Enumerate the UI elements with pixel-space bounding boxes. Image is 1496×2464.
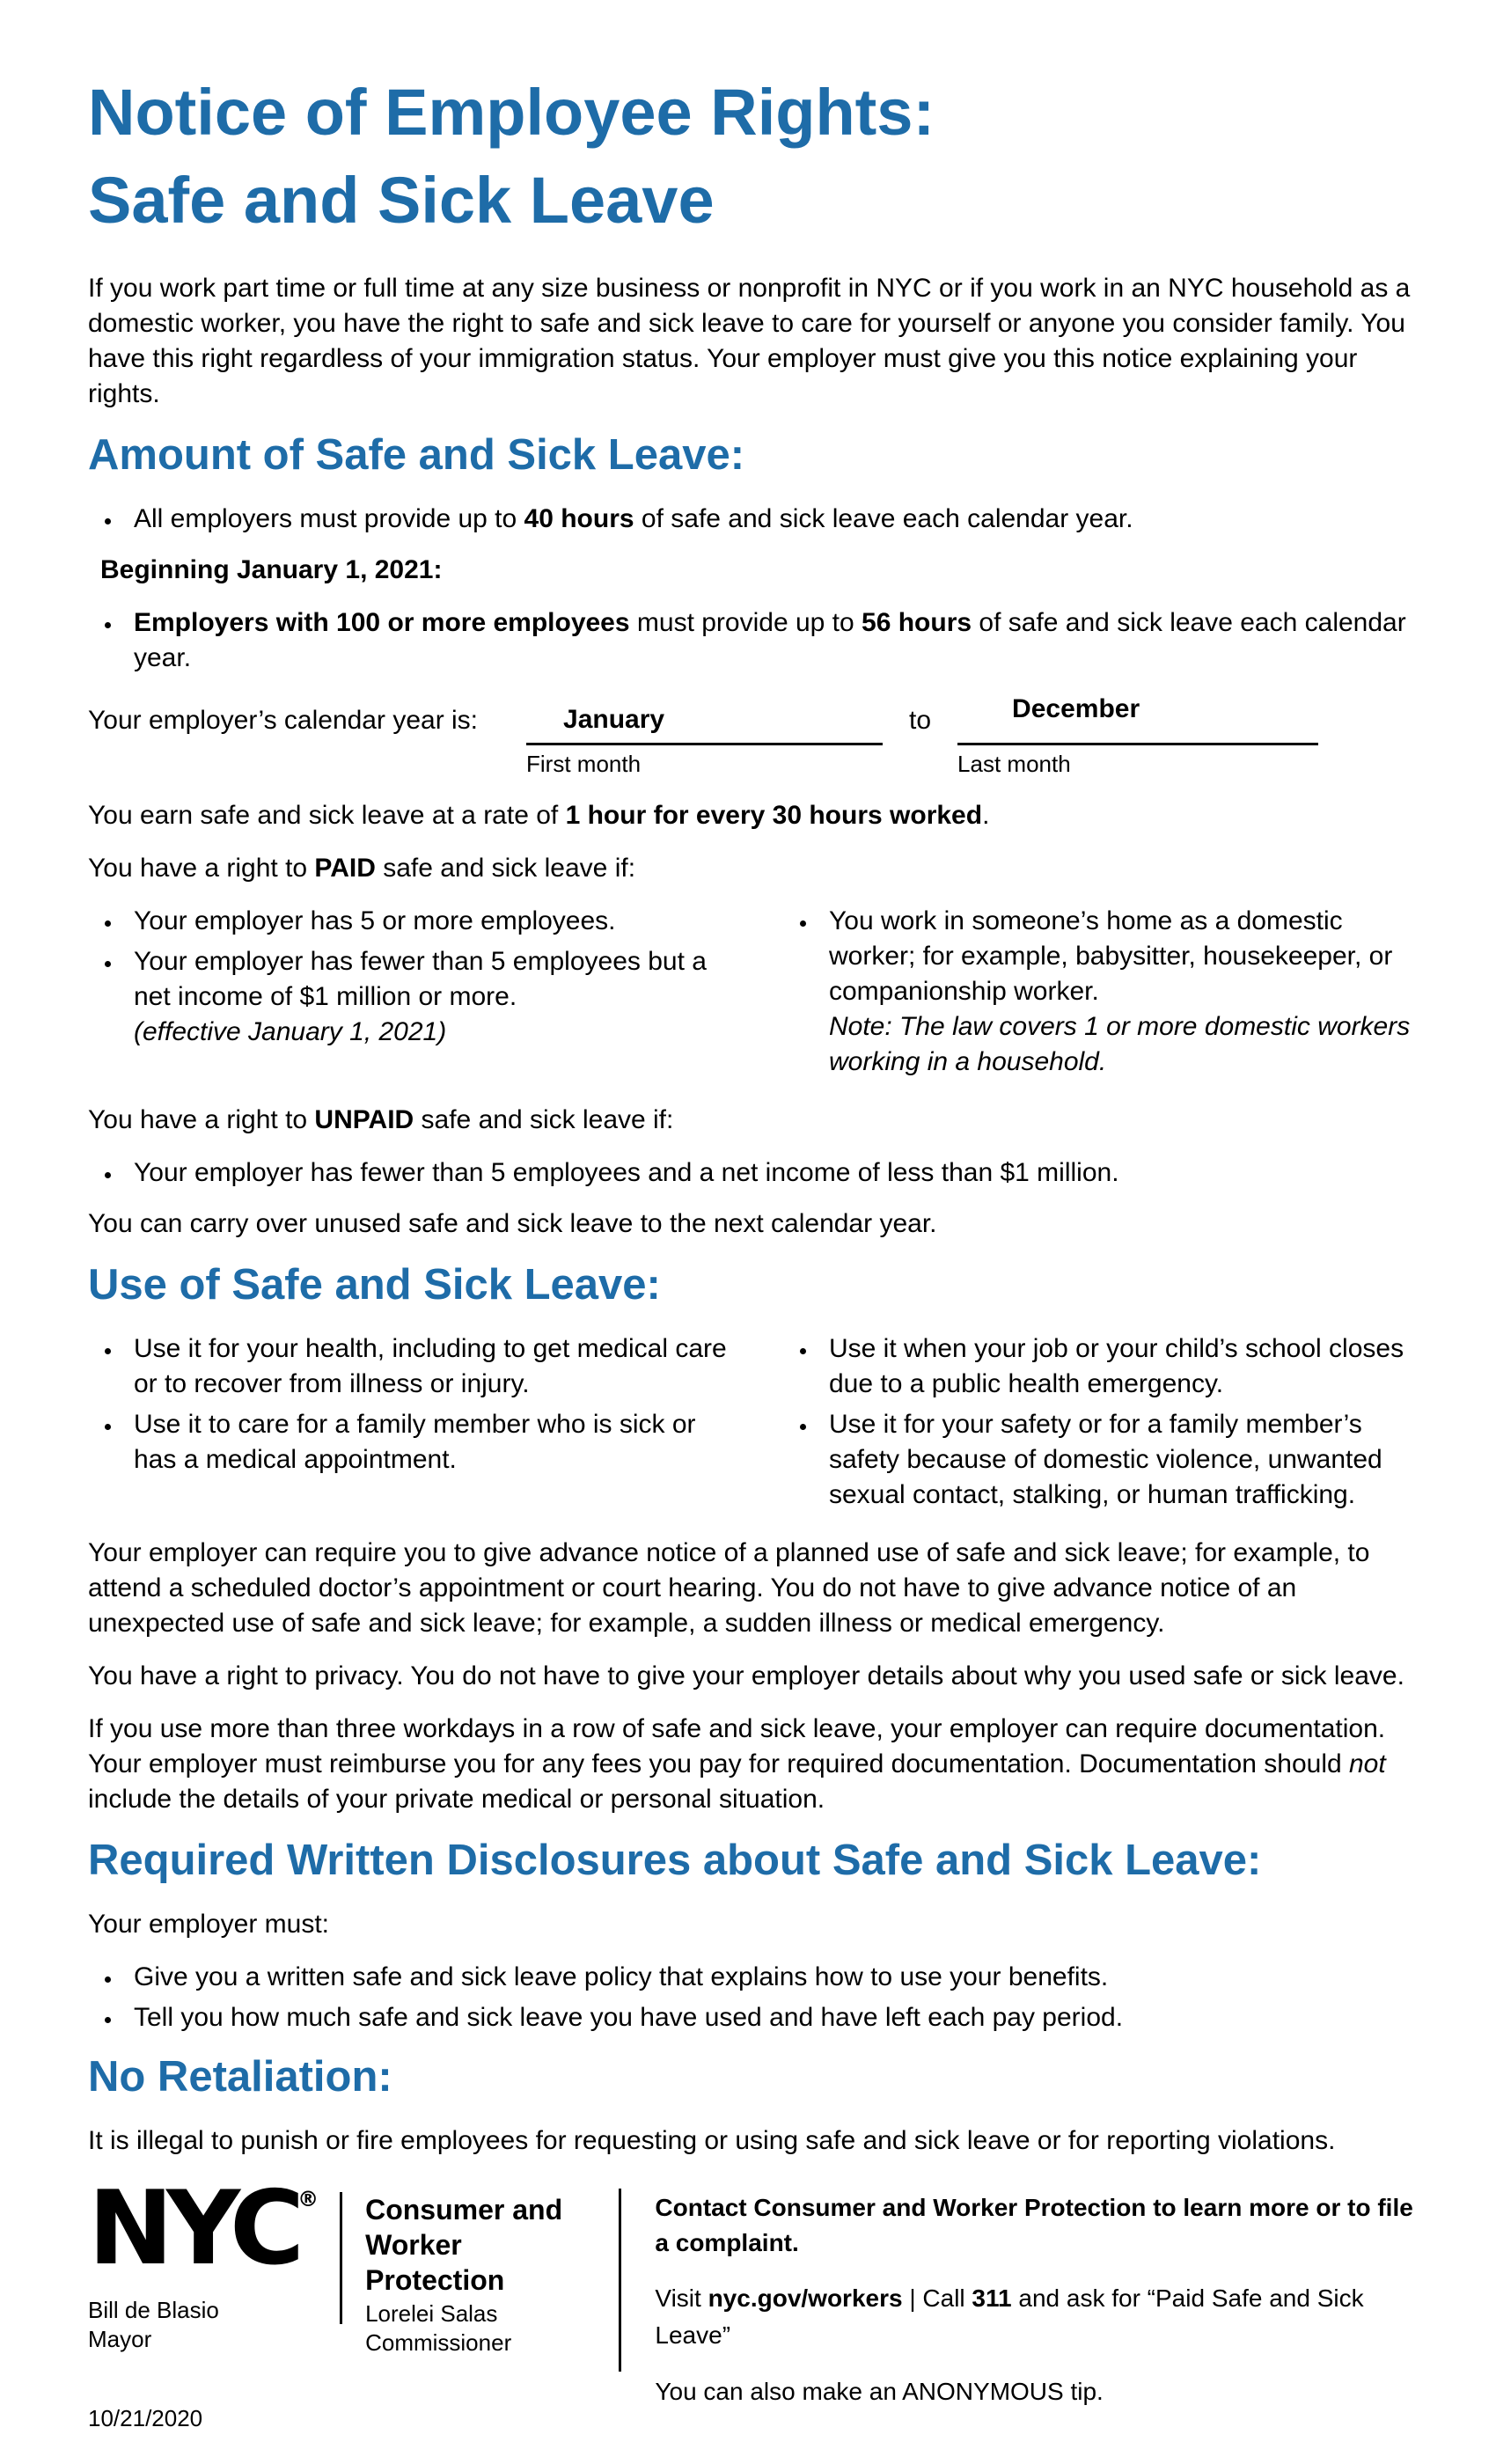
revision-date: 10/21/2020 <box>88 2405 203 2431</box>
use-right-bullet-2: • Use it for your safety or for a family member’s safety because of domestic violence, unwanted sexual contact, stalking, or human trafficking. <box>818 1407 1426 1513</box>
visit-mid: | Call <box>902 2284 972 2312</box>
registered-mark-icon: ® <box>297 2187 319 2211</box>
use-bullets-columns <box>88 1331 1426 1518</box>
contact-visit-line <box>655 2280 1426 2354</box>
last-month-blank[interactable] <box>957 692 1318 745</box>
page-title-line2: Safe and Sick Leave <box>88 164 715 237</box>
paid-intro-pre: You have a right to <box>88 854 315 883</box>
agency-line2: Worker Protection <box>365 2229 505 2296</box>
footer-contact-column <box>655 2189 1426 2430</box>
paid-right-list <box>783 904 1426 1080</box>
paid-intro-post: safe and sick leave if: <box>375 854 636 883</box>
first-month-caption: First month <box>526 751 642 777</box>
documentation-italic: not <box>1349 1749 1386 1778</box>
section-heading-retaliation: No Retaliation: <box>88 2053 392 2101</box>
footer-logo-column <box>88 2169 319 2430</box>
paid-bullets-columns <box>88 904 1426 1085</box>
retaliation-paragraph: It is illegal to punish or fire employees for requesting or using safe and sick leave or for reporting violations. <box>88 2126 1336 2155</box>
documentation-post: include the details of your private medical or personal situation. <box>88 1785 825 1814</box>
last-month-value[interactable]: December <box>1012 694 1140 723</box>
first-month-value[interactable]: January <box>563 705 665 734</box>
amount-bullet-list-2 <box>88 605 1426 676</box>
mayor-name: Bill de Blasio <box>88 2297 219 2323</box>
use-right-list <box>783 1331 1426 1513</box>
commissioner-name: Lorelei Salas <box>365 2300 498 2327</box>
unpaid-intro-line <box>88 1103 1426 1138</box>
paid-left-bullet-1: • Your employer has 5 or more employees. <box>123 904 730 939</box>
commissioner-title: Commissioner <box>365 2329 512 2356</box>
visit-post: and ask for “Paid Safe and Sick Leave” <box>655 2284 1364 2349</box>
footer-divider-short <box>340 2192 342 2324</box>
bullet-56-bold2: 56 hours <box>862 608 972 637</box>
use-left-bullet-2: • Use it to care for a family member who is sick or has a medical appointment. <box>123 1407 730 1478</box>
unpaid-intro-pre: You have a right to <box>88 1105 315 1134</box>
paid-intro-line <box>88 851 1426 886</box>
disclosures-list <box>88 1960 1426 2035</box>
paid-right-bullet-1-note: Note: The law covers 1 or more domestic workers working in a household. <box>829 1012 1411 1076</box>
paid-right-bullet-1-text: You work in someone’s home as a domestic worker; for example, babysitter, housekeeper, or companionship worker. <box>829 906 1393 1006</box>
accrual-rate-line <box>88 798 1426 833</box>
use-left-column <box>88 1331 730 1518</box>
use-left-list <box>88 1331 730 1478</box>
disclosures-bullet-2: • Tell you how much safe and sick leave you have used and have left each pay period. <box>123 2000 1426 2035</box>
intro-paragraph: If you work part time or full time at any size business or nonprofit in NYC or if you work in an NYC household as a domestic worker, you have the right to safe and sick leave to care for yourself or anyone you consider family. You have this right regardless of your immigration status. Your employer must give you this notice explaining your rights. <box>88 274 1411 408</box>
bullet-40-post: of safe and sick leave each calendar year. <box>634 504 1133 533</box>
paid-left-bullet-2-text: Your employer has fewer than 5 employees but a net income of $1 million or more. <box>134 947 707 1011</box>
unpaid-list <box>88 1155 1426 1191</box>
paid-left-bullet-2-note: (effective January 1, 2021) <box>134 1017 447 1046</box>
commissioner-block <box>365 2299 599 2358</box>
section-heading-use: Use of Safe and Sick Leave: <box>88 1261 661 1309</box>
agency-line1: Consumer and <box>365 2194 563 2226</box>
accrual-post: . <box>982 801 990 830</box>
privacy-paragraph: You have a right to privacy. You do not have to give your employer details about why you used safe or sick leave. <box>88 1661 1404 1690</box>
last-month-field[interactable] <box>957 692 1318 777</box>
use-right-column <box>783 1331 1426 1518</box>
bullet-40-bold: 40 hours <box>524 504 634 533</box>
paid-intro-bold: PAID <box>314 854 376 883</box>
carryover-line: You can carry over unused safe and sick leave to the next calendar year. <box>88 1209 937 1238</box>
footer-divider-tall <box>619 2189 621 2372</box>
accrual-pre: You earn safe and sick leave at a rate of <box>88 801 566 830</box>
beginning-2021-label: Beginning January 1, 2021: <box>100 555 443 584</box>
documentation-paragraph <box>88 1712 1426 1817</box>
unpaid-intro-bold: UNPAID <box>314 1105 414 1134</box>
anonymous-tip-line: You can also make an ANONYMOUS tip. <box>655 2378 1104 2405</box>
disclosures-intro: Your employer must: <box>88 1910 330 1939</box>
mayor-block <box>88 2296 319 2354</box>
bullet-56-mid: must provide up to <box>629 608 862 637</box>
calendar-year-label: Your employer’s calendar year is: <box>88 706 479 735</box>
disclosures-bullet-1: • Give you a written safe and sick leave policy that explains how to use your benefits. <box>123 1960 1426 1995</box>
amount-bullet-list-1 <box>88 502 1426 537</box>
calendar-to-label: to <box>909 706 932 735</box>
paid-left-bullet-2 <box>123 944 730 1050</box>
bullet-56-hours <box>123 605 1426 676</box>
footer <box>88 2169 1426 2430</box>
nyc-logo-text: NYC <box>88 2169 298 2288</box>
documentation-pre: If you use more than three workdays in a row of safe and sick leave, your employer can require documentation. Your employer must reimburse you for any fees you pay for required documentation. Documentation should <box>88 1714 1386 1778</box>
nyc-logo <box>88 2169 319 2288</box>
contact-heading: Contact Consumer and Worker Protection to learn more or to file a complaint. <box>655 2194 1413 2256</box>
bullet-40-pre: All employers must provide up to <box>134 504 524 533</box>
call-number: 311 <box>972 2284 1012 2312</box>
bullet-56-bold1: Employers with 100 or more employees <box>134 608 630 637</box>
accrual-bold: 1 hour for every 30 hours worked <box>565 801 983 830</box>
first-month-blank[interactable] <box>526 702 883 745</box>
paid-right-column <box>783 904 1426 1085</box>
visit-pre: Visit <box>655 2284 708 2312</box>
agency-name <box>365 2189 599 2299</box>
unpaid-intro-post: safe and sick leave if: <box>414 1105 674 1134</box>
page-title <box>88 69 1426 245</box>
nyc-logo-wrap <box>88 2169 319 2296</box>
use-right-bullet-1: • Use it when your job or your child’s school closes due to a public health emergency. <box>818 1331 1426 1402</box>
last-month-caption: Last month <box>957 751 1071 777</box>
paid-left-column <box>88 904 730 1085</box>
section-heading-disclosures: Required Written Disclosures about Safe and Sick Leave: <box>88 1837 1262 1884</box>
bullet-56-post: of safe and sick leave each calendar year. <box>134 608 1406 672</box>
calendar-year-row <box>88 692 1426 777</box>
use-left-bullet-1: • Use it for your health, including to get medical care or to recover from illness or injury. <box>123 1331 730 1402</box>
visit-link: nyc.gov/workers <box>708 2284 903 2312</box>
advance-notice-paragraph: Your employer can require you to give advance notice of a planned use of safe and sick leave; for example, to attend a scheduled doctor’s appointment or court hearing. You do not have to give advance notice of an unexpected use of safe and sick leave; for example, a sudden illness or medical emergency. <box>88 1538 1370 1638</box>
unpaid-bullet-1: • Your employer has fewer than 5 employees and a net income of less than $1 million. <box>123 1155 1426 1191</box>
bullet-40-hours <box>123 502 1426 537</box>
page-title-line1: Notice of Employee Rights: <box>88 76 935 149</box>
first-month-field[interactable] <box>526 702 883 777</box>
mayor-title: Mayor <box>88 2326 152 2352</box>
section-heading-amount: Amount of Safe and Sick Leave: <box>88 431 745 479</box>
paid-left-list <box>88 904 730 1050</box>
paid-right-bullet-1 <box>818 904 1426 1080</box>
footer-agency-column <box>365 2189 599 2430</box>
